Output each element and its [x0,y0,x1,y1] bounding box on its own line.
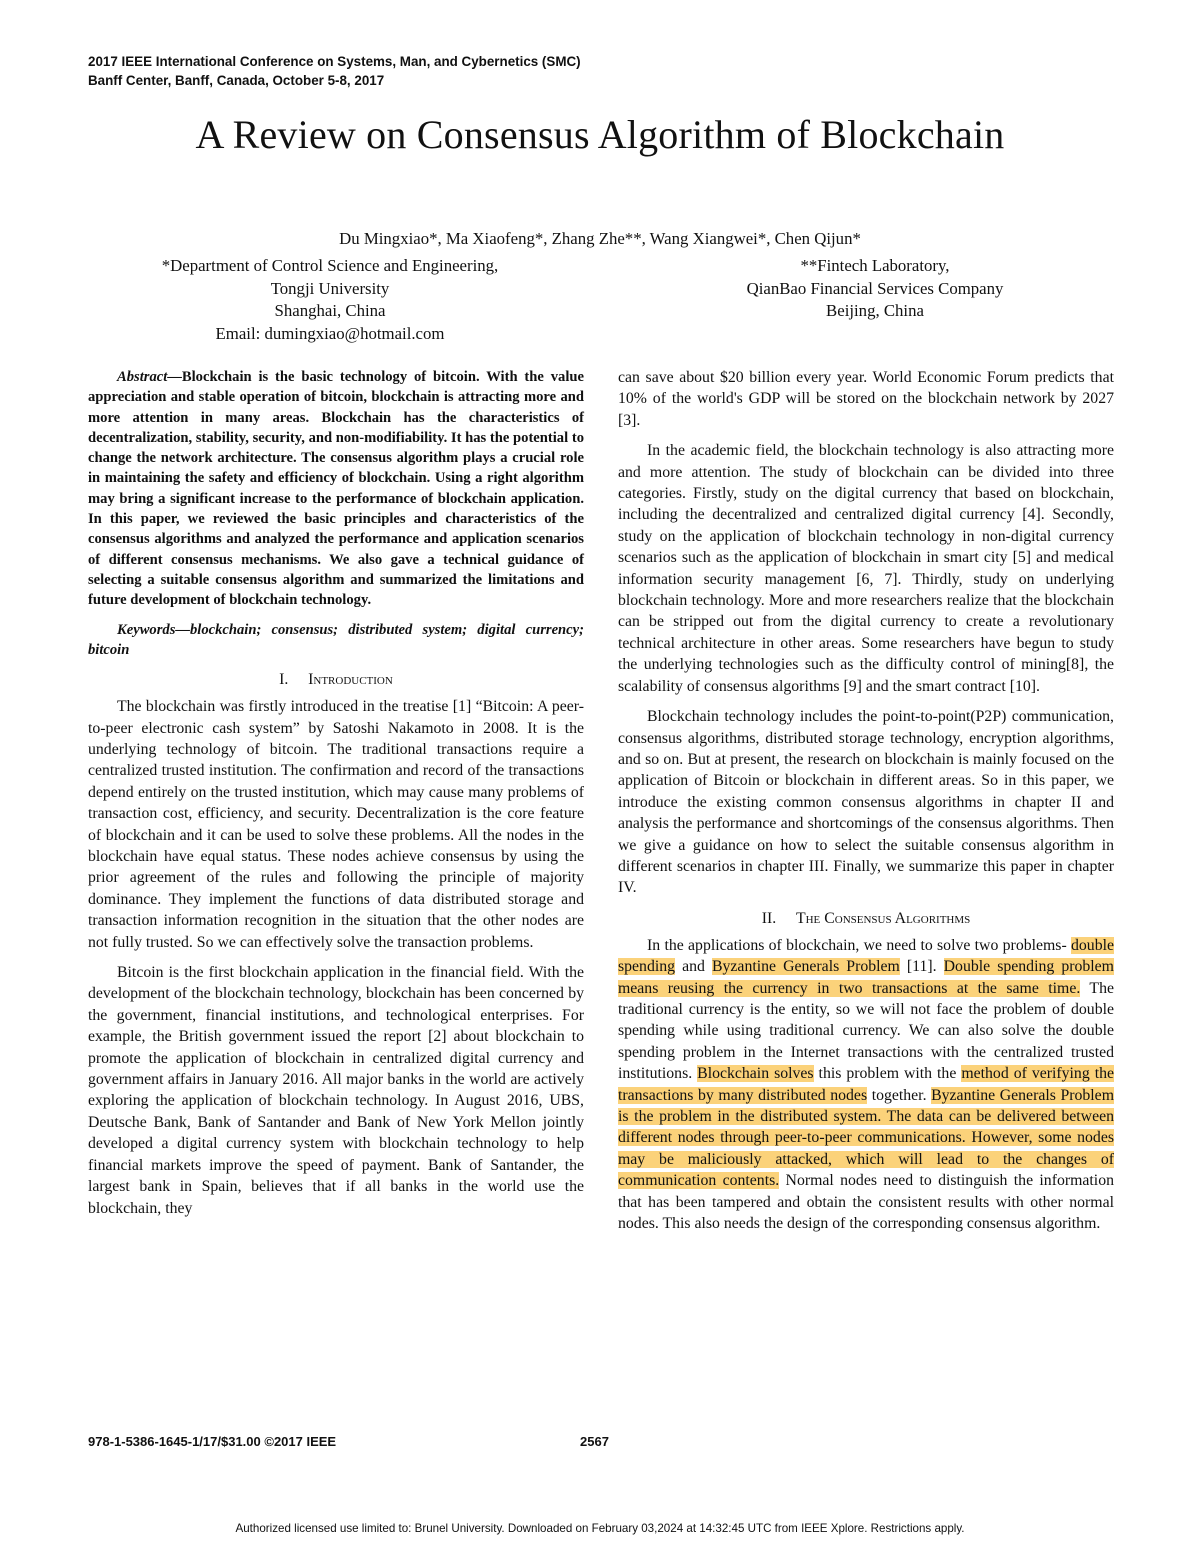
highlighted-text: Double spending problem means reusing the currency in two transactions at the same time. [618,958,1114,997]
affiliation-line: QianBao Financial Services Company [746,278,1004,298]
isbn-copyright: 978-1-5386-1645-1/17/$31.00 ©2017 IEEE [88,1434,337,1449]
paragraph: In the academic field, the blockchain technology is also attracting more and more attention. The study of blockchain can be divided into three categories. Firstly, study on the digital currency that based on blockchain, including the decentralized and centralized digital currency [4]. Secondly, study on the application of blockchain technology in non-digital currency scenarios such as the application of blockchain in smart city [5] and medical information security management [6, 7]. Thirdly, study on underlying blockchain technology. More and more researchers realize that the blockchain can be stripped out from the digital currency to create a revolutionary technical architecture in other areas. Some researchers have begun to study the underlying technologies such as the difficulty control of mining[8], the scalability of consensus algorithms [9] and the smart contract [10]. [618,442,1114,695]
affiliation-right [690,255,1060,323]
affiliation-line: *Department of Control Science and Engineering, [161,256,499,275]
text-segment: and [675,958,712,976]
highlighted-text: Byzantine Generals Problem is the problem in the distributed system. The data can be delivered between different nodes through peer-to-peer communications. However, some nodes may be maliciously attacked, which will lead to the changes of communication contents. [618,1086,1114,1190]
paragraph: Bitcoin is the first blockchain application in the financial field. With the development of the blockchain technology, blockchain has been concerned by the government, financial institutions, and technological enterprises. For example, the British government issued the report [2] about blockchain to promote the application of blockchain in centralized digital currency and government affairs in January 2016. All major banks in the world are actively exploring the application of blockchain technology. In August 2016, UBS, Deutsche Bank, Bank of Santander and Bank of New York Mellon jointly developed a digital currency system with blockchain technology to help financial markets improve the speed of payment. Bank of Santander, the largest bank in Spain, believes that if all banks in the world use the blockchain, they [88,964,584,1217]
affiliation-line: Shanghai, China [274,301,386,320]
license-notice: Authorized licensed use limited to: Brunel University. Downloaded on February 03,2024 at 14:32:45 UTC from IEEE Xplore. Restrictions apply. [235,1522,965,1535]
abstract [88,367,584,611]
abstract-text: Blockchain is the basic technology of bitcoin. With the value appreciation and stable operation of bitcoin, blockchain is attracting more and more attention in many areas. Blockchain has the characteristics of decentralization, stability, security, and non-modifiability. It has the potential to change the network architecture. The consensus algorithm plays a crucial role in maintaining the safety and efficiency of blockchain. Using a right algorithm may bring a significant increase to the performance of blockchain application. In this paper, we reviewed the basic principles and characteristics of the consensus algorithms and analyzed the performance and application scenarios of different consensus mechanisms. We also gave a technical guidance of selecting a suitable consensus algorithm and summarized the limitations and future development of blockchain technology. [88,369,584,609]
paragraph: The blockchain was firstly introduced in the treatise [1] “Bitcoin: A peer-to-peer electronic cash system” by Satoshi Nakamoto in 2008. It is the underlying technology of bitcoin. The traditional transactions require a centralized trusted institution. The confirmation and record of the transactions depend entirely on the trusted institution, which may cause many problems of transaction cost, efficiency, and security. Decentralization is the core feature of blockchain and it can be used to solve these problems. All the nodes in the blockchain have equal status. These nodes achieve consensus by using the prior agreement of the rules and following the principle of majority dominance. They implement the functions of data distributed storage and transaction information recognition in the situation that the other nodes are not fully trusted. So we can effectively solve the transaction problems. [88,698,584,951]
section-heading-introduction [88,669,584,690]
highlighted-text: double spending [618,936,1114,976]
section-number: II. [761,909,777,927]
abstract-dash: — [167,369,182,385]
section-title: Introduction [308,671,393,689]
left-column [88,367,584,1228]
conference-line-1: 2017 IEEE International Conference on Systems, Man, and Cybernetics (SMC) [88,54,581,69]
text-segment: In the applications of blockchain, we need to solve two problems- [647,936,1071,954]
author-list: Du Mingxiao*, Ma Xiaofeng*, Zhang Zhe**, Wang Xiangwei*, Chen Qijun* [339,229,861,248]
author-email: Email: dumingxiao@hotmail.com [215,323,445,343]
right-column [618,367,1114,1243]
abstract-label: Abstract [117,369,168,385]
section-title: The Consensus Algorithms [795,909,971,927]
text-segment: together. [867,1086,932,1104]
affiliation-line: Tongji University [270,278,390,298]
highlighted-paragraph [618,935,1114,1235]
affiliation-left [110,255,550,345]
text-segment: Normal nodes need to distinguish the information that has been tampered and obtain the consistent results with other normal nodes. This also needs the design of the corresponding consensus algorithm. [618,1172,1114,1233]
section-heading-consensus-algorithms [618,908,1114,929]
conference-line-2: Banff Center, Banff, Canada, October 5-8, 2017 [88,73,385,88]
paragraph: Blockchain technology includes the point-to-point(P2P) communication, consensus algorithms, distributed storage technology, encryption algorithms, and so on. But at present, the research on blockchain is mainly focused on the application of Bitcoin or blockchain in different areas. So in this paper, we introduce the existing common consensus algorithms in chapter II and analysis the performance and shortcomings of the consensus algorithms. Then we give a guidance on how to select the suitable consensus algorithm in different scenarios in chapter III. Finally, we summarize this paper in chapter IV. [618,708,1114,897]
paragraph: can save about $20 billion every year. World Economic Forum predicts that 10% of the world's GDP will be stored on the blockchain network by 2027 [3]. [618,369,1114,429]
highlighted-text: Blockchain solves [697,1065,814,1083]
section-number: I. [279,671,289,689]
paper-title: A Review on Consensus Algorithm of Blockchain [195,112,1005,157]
keywords: Keywords—blockchain; consensus; distributed system; digital currency; bitcoin [88,621,584,658]
page-number: 2567 [580,1434,609,1449]
text-segment: this problem with the [813,1065,962,1083]
text-segment: The traditional currency is the entity, so we will not face the problem of double spending while using traditional currency. We can also solve the double spending problem in the Internet transactions with the centralized trusted institutions. [618,979,1114,1083]
highlighted-text: method of verifying the transactions by many distributed nodes [618,1065,1115,1104]
conference-header [88,52,581,90]
affiliation-line: Beijing, China [826,301,924,320]
highlighted-text: Byzantine Generals Problem [711,958,900,976]
affiliation-line: **Fintech Laboratory, [800,256,950,275]
text-segment: [11]. [899,958,944,976]
